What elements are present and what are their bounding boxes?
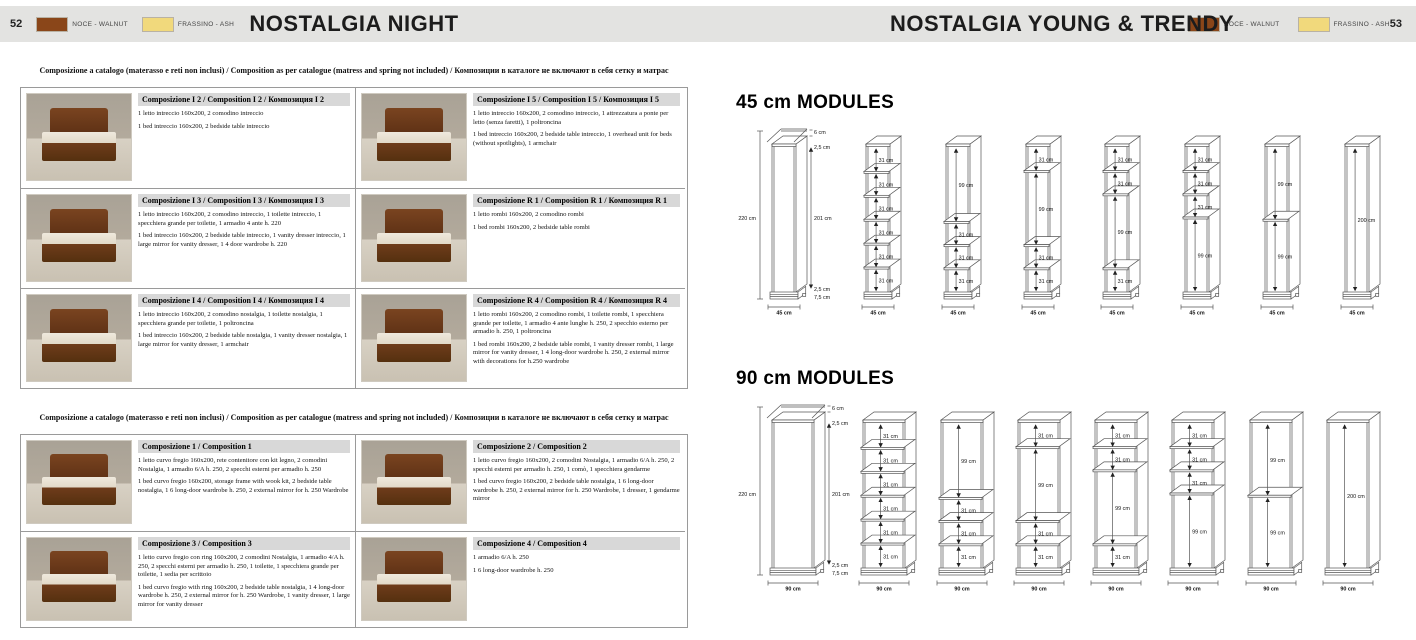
composition-desc-it: 1 letto rombi 160x200, 2 comodino rombi, 1 toilette rombi, 1 specchiera grande per toilette, 1 armadio 4 ante lunghe h. 250, 2 specchio esterno per armadio h. 250, 1 poltroncina — [473, 311, 669, 336]
composition-desc-it: 1 letto intreccio 160x200, 2 comodino intreccio, 1 attrezzatura a ponte per letto (senza faretti), 1 poltroncina — [473, 110, 669, 126]
module-diagram — [1337, 118, 1396, 322]
composition-photo — [361, 537, 467, 621]
svg-text:31 cm: 31 cm — [883, 506, 899, 513]
svg-text:2,5 cm: 2,5 cm — [832, 563, 849, 569]
composition-desc-en: 1 bed curvo fregio 160x200, storage frame with wook kit, 2 bedside table nostalgia, 1 6 long-door wardrobe h. 250, 2 external mirror for h. 250 Wardrobe — [138, 478, 349, 494]
svg-text:7,5 cm: 7,5 cm — [814, 295, 831, 301]
composition-title: Composizione I 2 / Composition I 2 / Композиция I 2 — [138, 93, 350, 106]
svg-text:45 cm: 45 cm — [1189, 310, 1205, 317]
svg-text:99 cm: 99 cm — [958, 182, 973, 189]
svg-text:31 cm: 31 cm — [1115, 554, 1130, 561]
svg-text:2,5 cm: 2,5 cm — [814, 287, 831, 293]
compositions-table-top — [20, 87, 688, 389]
svg-text:99 cm: 99 cm — [1117, 230, 1133, 237]
svg-text:90 cm: 90 cm — [1340, 586, 1356, 593]
walnut-swatch-group — [36, 17, 128, 32]
svg-text:31 cm: 31 cm — [1117, 157, 1133, 164]
svg-text:99 cm: 99 cm — [1269, 530, 1285, 537]
svg-text:200 cm: 200 cm — [1357, 217, 1376, 224]
composition-desc-en: 1 bed curvo fregio with ring 160x200, 2 bedside table nostalgia, 1 4 long-door wardrobe h. 250, 2 external mirror for h. 250 Wardrobe, 1 vanity dresser, 1 large mirror for vanity dresser — [138, 583, 350, 608]
svg-text:99 cm: 99 cm — [1037, 483, 1053, 490]
page-number-left: 52 — [10, 18, 23, 30]
composition-photo — [26, 294, 132, 382]
catalogue-page — [0, 42, 708, 640]
svg-text:90 cm: 90 cm — [1263, 586, 1279, 593]
svg-text:2,5 cm: 2,5 cm — [832, 421, 849, 427]
module-diagram — [1097, 118, 1156, 322]
header-strip — [0, 6, 1416, 42]
compositions-table-bottom — [20, 434, 688, 628]
modules-45-row — [732, 118, 1396, 322]
composition-title: Composizione R 1 / Composition R 1 / Композиция R 1 — [473, 194, 680, 207]
composition-photo — [361, 194, 467, 282]
svg-text:31 cm: 31 cm — [883, 554, 899, 561]
composition-title: Composizione R 4 / Composition R 4 / Композиция R 4 — [473, 294, 680, 307]
composition-photo — [361, 93, 467, 181]
svg-text:31 cm: 31 cm — [878, 182, 894, 189]
module-diagram — [732, 118, 837, 322]
composition-photo — [361, 440, 467, 524]
modules-45-title: 45 cm MODULES — [736, 92, 895, 113]
svg-text:220 cm: 220 cm — [738, 492, 756, 498]
svg-text:99 cm: 99 cm — [1277, 181, 1293, 188]
svg-text:90 cm: 90 cm — [953, 586, 970, 593]
catalogue-note: Composizione a catalogo (materasso e reti non inclusi) / Composition as per catalogue (matress and spring not included) / Композиции в каталоге не включают в себя сетку и матрас — [39, 413, 669, 422]
svg-text:31 cm: 31 cm — [1117, 278, 1133, 285]
svg-text:2,5 cm: 2,5 cm — [814, 145, 831, 151]
svg-text:31 cm: 31 cm — [1037, 554, 1053, 561]
module-diagram — [1177, 118, 1236, 322]
catalogue-note: Composizione a catalogo (materasso e reti non inclusi) / Composition as per catalogue (matress and spring not included) / Композиции в каталоге не включают в себя сетку и матрас — [39, 66, 669, 75]
module-diagram — [858, 118, 917, 322]
svg-text:99 cm: 99 cm — [1192, 529, 1208, 536]
svg-text:31 cm: 31 cm — [883, 482, 899, 489]
composition-desc-en: 1 bed curvo fregio 160x200, 2 bedside table nostalgia, 1 6 long-door wardrobe h. 250, 2 external mirror for h. 250 Wardrobe, 1 dresser, 1 gendarme mirror — [473, 478, 680, 503]
ash-swatch-label: FRASSINO - ASH — [1333, 20, 1390, 28]
svg-text:31 cm: 31 cm — [1192, 480, 1208, 487]
svg-text:31 cm: 31 cm — [960, 554, 976, 561]
svg-text:31 cm: 31 cm — [1197, 204, 1213, 211]
composition-desc-en: 1 bed intreccio 160x200, 2 bedside table intreccio — [138, 122, 270, 130]
module-diagram — [1257, 118, 1316, 322]
composition-desc-it: 1 letto curvo fregio con ring 160x200, 2 comodini Nostalgia, 1 armadio 4/A h. 250, 2 specchi esterni per armadio h. 250, 1 toilette, 1 specchiera grande per toilette, 1 sedia per scrittoio — [138, 554, 345, 579]
svg-text:90 cm: 90 cm — [1031, 586, 1047, 593]
svg-text:31 cm: 31 cm — [960, 531, 976, 538]
module-diagram — [732, 394, 855, 598]
header-left-page — [0, 6, 708, 42]
composition-title: Composizione I 4 / Composition I 4 / Композиция I 4 — [138, 294, 350, 307]
svg-text:31 cm: 31 cm — [958, 232, 973, 239]
composition-desc-it: 1 letto rombi 160x200, 2 comodino rombi — [473, 211, 584, 218]
composition-cell-4 — [355, 531, 685, 627]
composition-cell-3 — [21, 531, 355, 627]
svg-text:31 cm: 31 cm — [1197, 157, 1213, 164]
svg-text:99 cm: 99 cm — [1038, 207, 1053, 214]
composition-title: Composizione 2 / Composition 2 — [473, 440, 680, 453]
modules-page — [708, 42, 1416, 640]
composition-cell-r4 — [355, 288, 685, 388]
svg-text:99 cm: 99 cm — [1277, 254, 1293, 261]
composition-desc-en: 1 bed intreccio 160x200, 2 bedside table intreccio, 1 overhead unit for beds (without spotlights), 1 armchair — [473, 131, 672, 147]
module-diagram — [855, 394, 932, 598]
svg-text:31 cm: 31 cm — [958, 255, 973, 262]
module-diagram — [1319, 394, 1396, 598]
svg-text:45 cm: 45 cm — [776, 310, 792, 317]
svg-text:99 cm: 99 cm — [960, 458, 976, 465]
composition-desc-en: 1 bed rombi 160x200, 2 bedside table rombi — [473, 223, 590, 231]
composition-desc-en: 1 bed intreccio 160x200, 2 bedside table nostalgia, 1 vanity dresser nostalgia, 1 large mirror for vanity dresser, 1 armchair — [138, 332, 348, 348]
ash-color-swatch — [1298, 17, 1330, 32]
svg-text:45 cm: 45 cm — [950, 310, 966, 317]
module-diagram — [1087, 394, 1164, 598]
composition-title: Composizione I 3 / Composition I 3 / Композиция I 3 — [138, 194, 350, 207]
svg-text:90 cm: 90 cm — [1108, 586, 1124, 593]
svg-text:31 cm: 31 cm — [878, 278, 894, 285]
svg-text:90 cm: 90 cm — [876, 586, 892, 593]
svg-text:6 cm: 6 cm — [814, 130, 826, 136]
walnut-color-swatch — [36, 17, 68, 32]
composition-desc-it: 1 letto intreccio 160x200, 2 comodino intreccio, 1 toilette intreccio, 1 specchiera grande per toilette, 1 armadio 4 ante h. 220 — [138, 211, 322, 227]
composition-desc-it: 1 letto curvo fregio 160x200, 2 comodini Nostalgia, 1 armadio 6/A h. 250, 2 specchi esterni per armadio h. 250, 1 comò, 1 specchiera gendarme — [473, 457, 675, 473]
composition-desc-it: 1 armadio 6/A h. 250 — [473, 554, 529, 561]
modules-90-row — [732, 394, 1396, 598]
composition-title: Composizione I 5 / Composition I 5 / Композиция I 5 — [473, 93, 680, 106]
ash-color-swatch — [142, 17, 174, 32]
svg-text:31 cm: 31 cm — [1038, 278, 1053, 285]
page-number-right: 53 — [1389, 18, 1402, 30]
svg-text:201 cm: 201 cm — [814, 216, 832, 222]
svg-text:45 cm: 45 cm — [1349, 310, 1365, 317]
svg-text:220 cm: 220 cm — [738, 216, 756, 222]
svg-text:45 cm: 45 cm — [1109, 310, 1126, 317]
svg-text:31 cm: 31 cm — [1115, 433, 1130, 440]
ash-swatch-group — [142, 17, 234, 32]
svg-text:99 cm: 99 cm — [1115, 506, 1130, 513]
composition-cell-2 — [355, 435, 685, 531]
composition-desc-en: 1 bed intreccio 160x200, 2 bedside table intreccio, 1 vanity dresser intreccio, 1 large mirror for vanity dresser, 1 4 door wardrobe h. 220 — [138, 232, 346, 248]
svg-text:31 cm: 31 cm — [960, 508, 976, 515]
module-diagram — [1010, 394, 1087, 598]
svg-text:31 cm: 31 cm — [883, 530, 899, 537]
svg-text:90 cm: 90 cm — [1185, 586, 1202, 593]
composition-desc-en: 1 bed rombi 160x200, 2 bedside table rombi, 1 vanity dresser rombi, 1 large mirror for vanity dresser, 1 4 long-door wardrobe h. 250, 2 external mirror with decorations for h.250 wardrobe — [473, 340, 674, 365]
svg-text:31 cm: 31 cm — [878, 206, 894, 213]
modules-45-section — [708, 92, 1416, 322]
modules-90-title: 90 cm MODULES — [736, 368, 895, 389]
svg-text:99 cm: 99 cm — [1197, 253, 1213, 260]
ash-swatch-group — [1298, 17, 1390, 32]
composition-desc-it: 1 letto intreccio 160x200, 2 comodino nostalgia, 1 toilette nostalgia, 1 specchiera grande per toilette, 1 poltroncina — [138, 311, 323, 327]
svg-text:31 cm: 31 cm — [1037, 433, 1053, 440]
composition-cell-i2 — [21, 88, 355, 188]
svg-text:31 cm: 31 cm — [1038, 157, 1053, 164]
composition-photo — [26, 537, 132, 621]
module-diagram — [933, 394, 1010, 598]
module-diagram — [938, 118, 997, 322]
svg-text:45 cm: 45 cm — [1029, 310, 1046, 317]
composition-title: Composizione 1 / Composition 1 — [138, 440, 350, 453]
walnut-swatch-label: NOCE - WALNUT — [1223, 20, 1280, 28]
composition-photo — [361, 294, 467, 382]
composition-cell-1 — [21, 435, 355, 531]
composition-photo — [26, 440, 132, 524]
svg-text:31 cm: 31 cm — [1037, 531, 1053, 538]
svg-text:45 cm: 45 cm — [870, 310, 886, 317]
svg-text:6 cm: 6 cm — [832, 406, 844, 412]
composition-photo — [26, 93, 132, 181]
svg-text:31 cm: 31 cm — [1115, 457, 1130, 464]
svg-text:31 cm: 31 cm — [1192, 433, 1208, 440]
composition-title: Composizione 4 / Composition 4 — [473, 537, 680, 550]
svg-text:99 cm: 99 cm — [1269, 457, 1285, 464]
svg-text:200 cm: 200 cm — [1347, 493, 1365, 500]
svg-text:31 cm: 31 cm — [1197, 181, 1213, 188]
svg-text:31 cm: 31 cm — [878, 254, 894, 261]
composition-cell-r1 — [355, 188, 685, 288]
svg-text:31 cm: 31 cm — [883, 458, 899, 465]
svg-text:7,5 cm: 7,5 cm — [832, 571, 849, 577]
svg-text:31 cm: 31 cm — [1038, 255, 1053, 262]
svg-text:45 cm: 45 cm — [1269, 310, 1285, 317]
composition-desc-it: 1 letto curvo fregio 160x200, rete contenitore con kit legno, 2 comodini Nostalgia, 1 armadio 6/A h. 250, 2 specchi esterni per armadio h. 250 — [138, 457, 328, 473]
svg-text:31 cm: 31 cm — [1117, 181, 1133, 188]
svg-text:31 cm: 31 cm — [958, 278, 973, 285]
module-diagram — [1018, 118, 1077, 322]
page-title-left: NOSTALGIA NIGHT — [249, 11, 459, 36]
composition-photo — [26, 194, 132, 282]
modules-90-section — [708, 368, 1416, 598]
page-title-right: NOSTALGIA YOUNG & TRENDY — [889, 11, 1235, 36]
svg-text:31 cm: 31 cm — [878, 157, 894, 164]
composition-cell-i4 — [21, 288, 355, 388]
ash-swatch-label: FRASSINO - ASH — [177, 20, 235, 28]
header-right-page — [708, 6, 1416, 42]
composition-cell-i5 — [355, 88, 685, 188]
svg-text:90 cm: 90 cm — [785, 586, 801, 593]
svg-text:31 cm: 31 cm — [883, 433, 899, 440]
svg-text:201 cm: 201 cm — [832, 492, 850, 498]
svg-text:31 cm: 31 cm — [878, 230, 894, 237]
module-diagram — [1242, 394, 1319, 598]
svg-text:31 cm: 31 cm — [1192, 457, 1208, 464]
composition-title: Composizione 3 / Composition 3 — [138, 537, 350, 550]
walnut-swatch-label: NOCE - WALNUT — [72, 20, 128, 28]
composition-cell-i3 — [21, 188, 355, 288]
composition-desc-it: 1 letto intreccio 160x200, 2 comodino intreccio — [138, 110, 264, 117]
module-diagram — [1164, 394, 1241, 598]
composition-desc-en: 1 6 long-door wardrobe h. 250 — [473, 566, 554, 574]
